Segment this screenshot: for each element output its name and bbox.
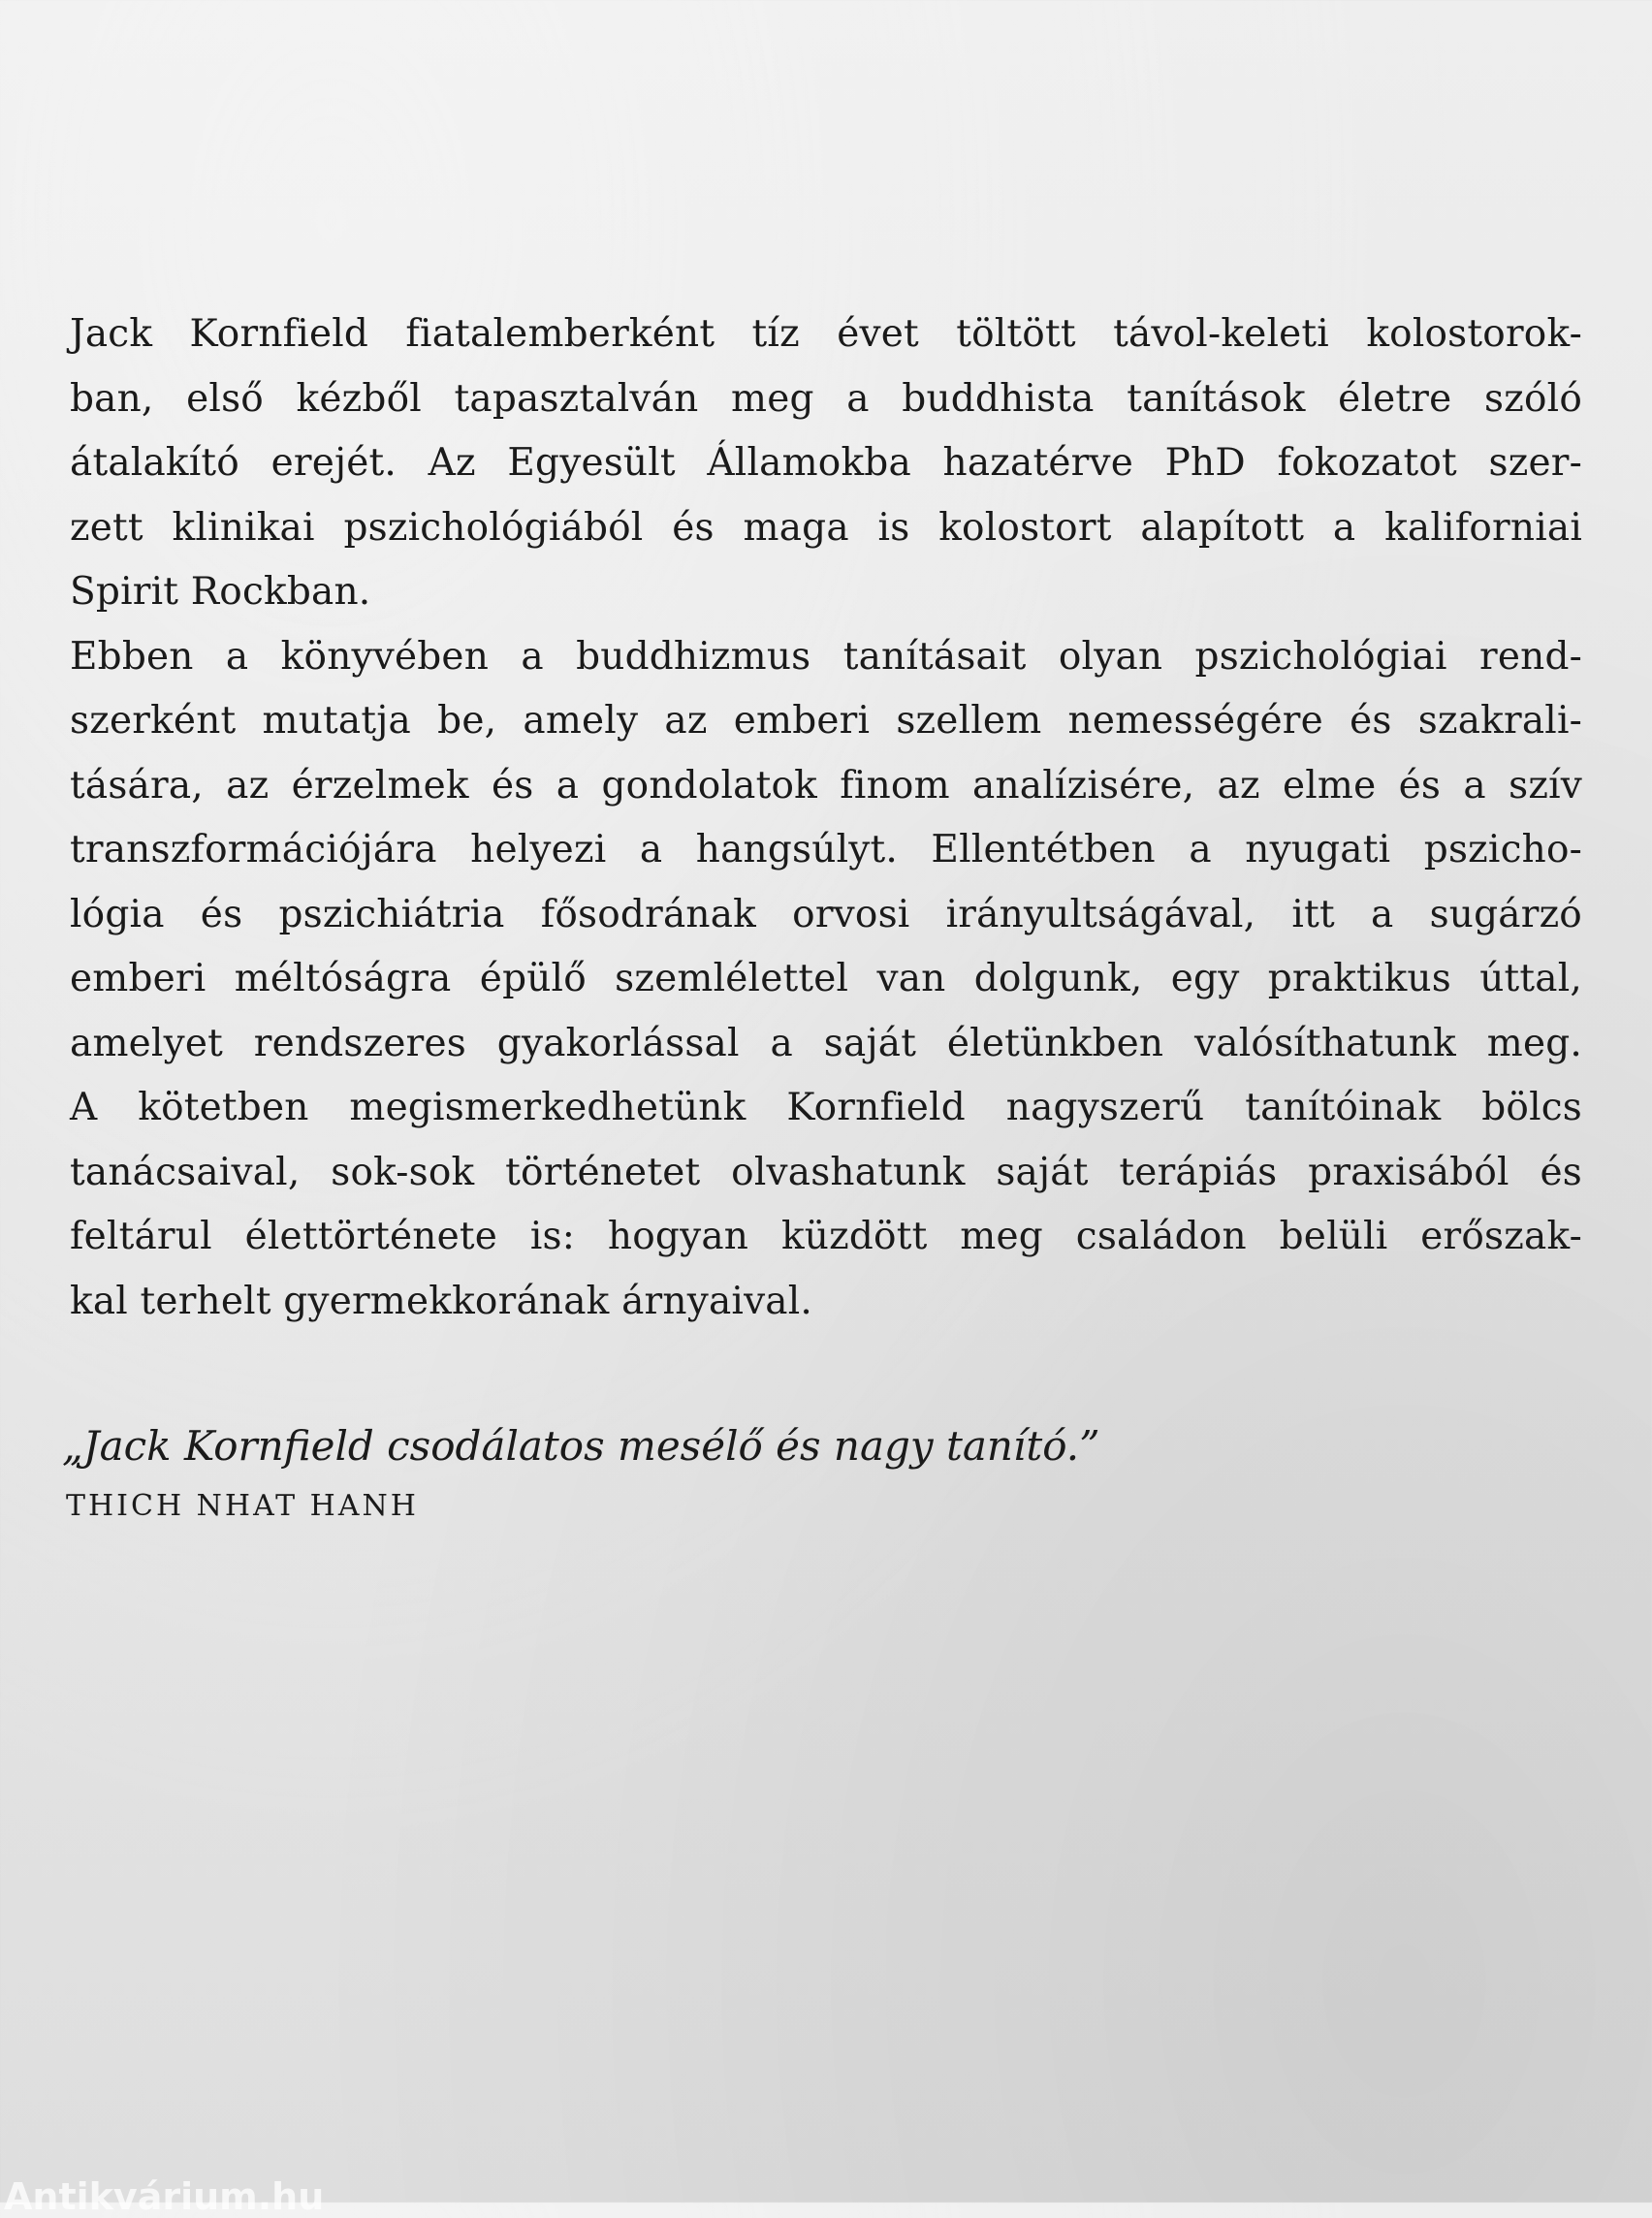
blurb-line: transzformációjára helyezi a hangsúlyt. Ellentétben a nyugati pszicho- — [70, 828, 1582, 871]
book-blurb — [70, 302, 1582, 1334]
blurb-line: kal terhelt gyermekkorának árnyaival. — [70, 1279, 813, 1323]
blurb-line: szerként mutatja be, amely az emberi szellem nemességére és szakrali- — [70, 699, 1582, 743]
blurb-line: Ebben a könyvében a buddhizmus tanításait olyan pszichológiai rend- — [70, 634, 1582, 679]
blurb-line: tanácsaival, sok-sok történetet olvashatunk saját terápiás praxisából és — [70, 1150, 1582, 1194]
blurb-line: Jack Kornfield fiatalemberként tíz évet töltött távol-keleti kolostorok- — [70, 312, 1582, 356]
blurb-line: átalakító erejét. Az Egyesült Államokba hazatérve PhD fokozatot szer- — [70, 441, 1582, 485]
blurb-line: Spirit Rockban. — [70, 570, 371, 614]
blurb-line: A kötetben megismerkedhetünk Kornfield nagyszerű tanítóinak bölcs — [70, 1086, 1582, 1129]
blurb-line: ban, első kézből tapasztalván meg a buddhista tanítások életre szóló — [70, 376, 1582, 421]
endorsement-quote: „Jack Kornfield csodálatos mesélő és nagy tanító.” — [62, 1422, 1100, 1470]
blurb-line: zett klinikai pszichológiából és maga is kolostort alapított a kaliforniai — [70, 505, 1582, 550]
blurb-line: tására, az érzelmek és a gondolatok finom analízisére, az elme és a szív — [70, 763, 1582, 808]
endorsement-attribution: THICH NHAT HANH — [66, 1489, 419, 1523]
blurb-line: emberi méltóságra épülő szemlélettel van dolgunk, egy praktikus úttal, — [70, 957, 1582, 1000]
blurb-line: feltárul élettörténete is: hogyan küzdött meg családon belüli erőszak- — [70, 1215, 1582, 1258]
watermark: Antikvárium.hu — [4, 2175, 325, 2218]
blurb-line: lógia és pszichiátria fősodrának orvosi irányultságával, itt a sugárzó — [70, 892, 1582, 936]
blurb-line: amelyet rendszeres gyakorlással a saját életünkben valósíthatunk meg. — [70, 1021, 1582, 1065]
endorsement — [62, 1417, 1419, 1526]
